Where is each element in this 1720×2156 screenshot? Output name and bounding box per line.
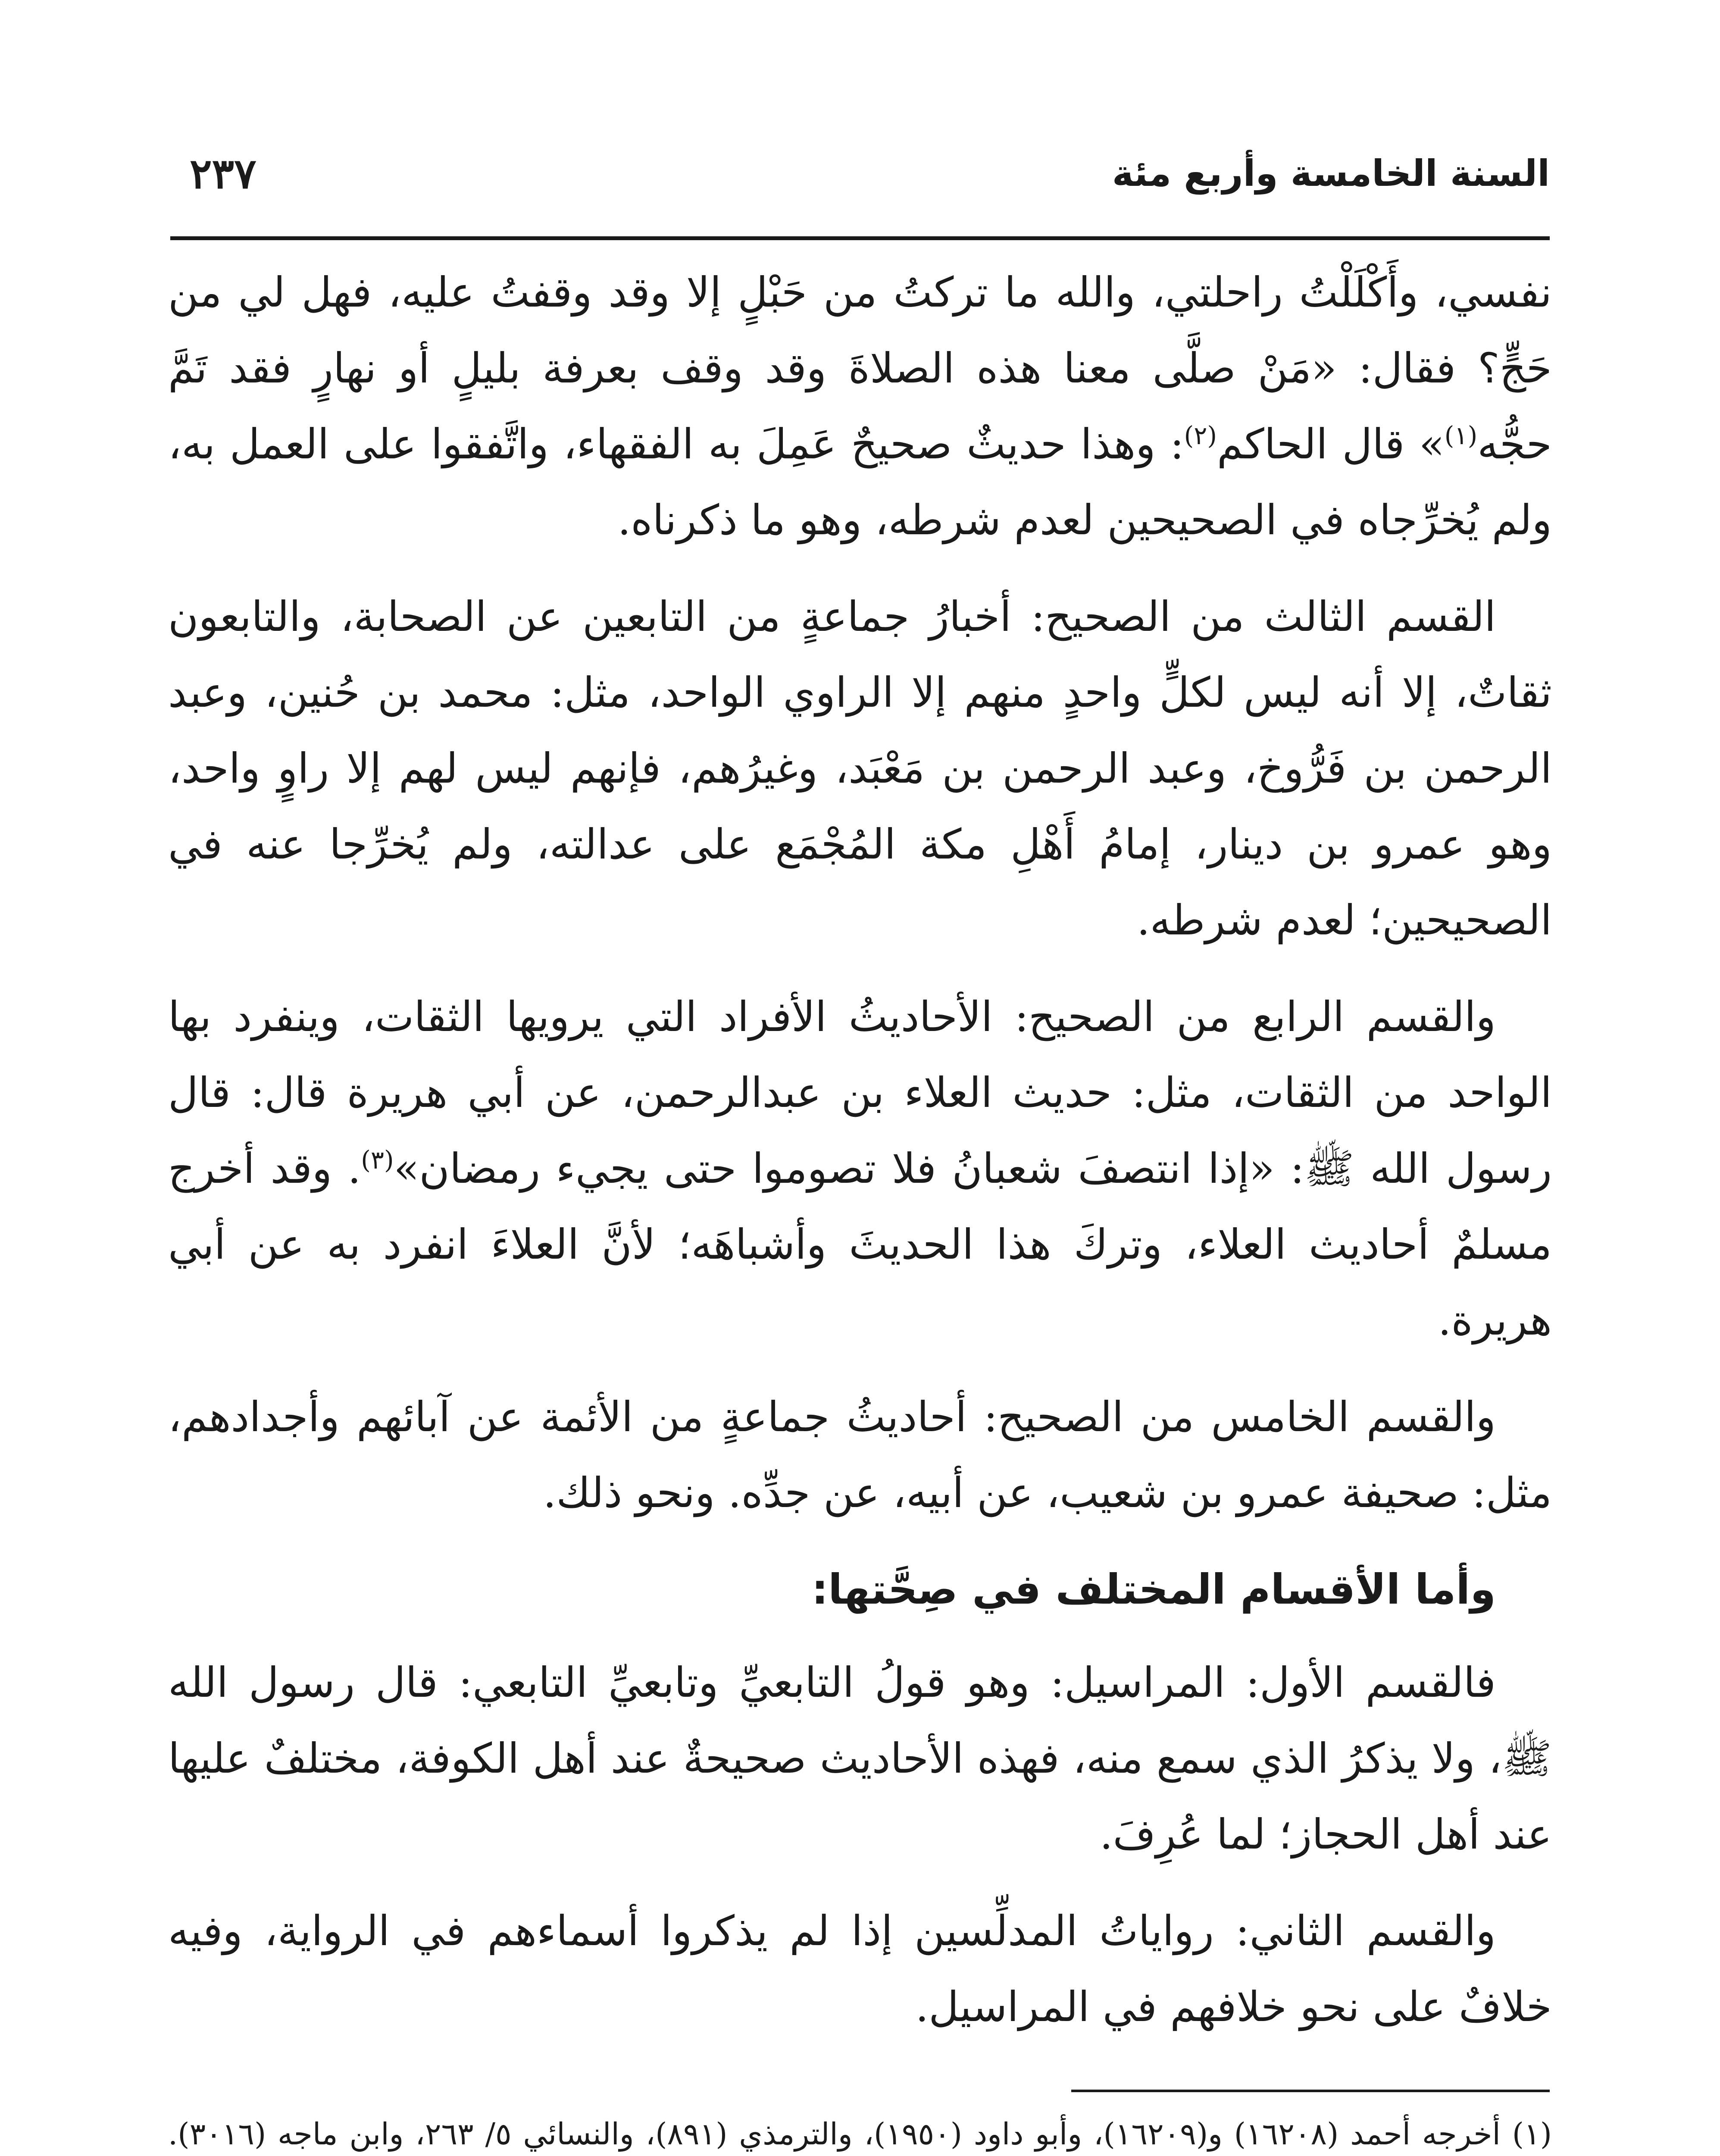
paragraph-text: والقسم الرابع من الصحيح: الأحاديثُ الأفراد التي يرويها الثقات، وينفرد بها الواحد من الثقات، مثل: حديث العلاء بن عبدالرحمن، عن أبي هريرة قال: قال رسول الله ﷺ: «إذا انتصفَ شعبانُ فلا تصوموا حتى يجيء رمضان» (168, 993, 1552, 1193)
page-number: ٢٣٧ (190, 149, 256, 198)
paragraph-text: : وهذا حديثٌ صحيحٌ عَمِلَ به الفقهاء، واتَّفقوا على العمل به، ولم يُخرِّجاه في الصحيحين لعدم شرطه، وهو ما ذكرناه. (168, 420, 1552, 544)
paragraph-2: القسم الثالث من الصحيح: أخبارُ جماعةٍ من التابعين عن الصحابة، والتابعون ثقاتٌ، إلا أنه ليس لكلٍّ واحدٍ منهم إلا الراوي الواحد، مثل: محمد بن حُنين، وعبد الرحمن بن فَرُّوخ، وعبد الرحمن بن مَعْبَد، وغيرُهم، فإنهم ليس لهم إلا راوٍ واحد، وهو عمرو بن دينار، إمامُ أَهْلِ مكة المُجْمَع على عدالته، ولم يُخرِّجا عنه في الصحيحين؛ لعدم شرطه. (168, 592, 1552, 944)
paragraph-text: نفسي، وأَكْلَلْتُ راحلتي، والله ما تركتُ من حَبْلٍ إلا وقد وقفتُ عليه، فهل لي من حَجٍّ؟ فقال: «مَنْ صلَّى معنا هذه الصلاةَ وقد وقف بعرفة بليلٍ أو نهارٍ فقد تَمَّ حجُّه (168, 268, 1552, 468)
header-rule (170, 236, 1550, 240)
paragraph-6: والقسم الثاني: رواياتُ المدلِّسين إذا لم يذكروا أسماءهم في الرواية، وفيه خلافٌ على نحو خلافهم في المراسيل. (168, 1907, 1552, 2031)
paragraph-3 (168, 979, 1552, 1358)
main-text (168, 254, 1552, 2065)
footnote-1: (١) أخرجه أحمد (١٦٢٠٨) و(١٦٢٠٩)، وأبو داود (١٩٥٠)، والترمذي (٨٩١)، والنسائي ٥/ ٢٦٣، وابن ماجه (٣٠١٦). (168, 2116, 1552, 2152)
paragraph-text: » قال الحاكم (1217, 420, 1445, 468)
footnote-separator (1071, 2090, 1550, 2092)
paragraph-4: والقسم الخامس من الصحيح: أحاديثُ جماعةٍ من الأئمة عن آبائهم وأجدادهم، مثل: صحيفة عمرو بن شعيب، عن أبيه، عن جدِّه. ونحو ذلك. (168, 1393, 1552, 1517)
footnote-ref-2: (٢) (1184, 421, 1217, 450)
paragraph-5: فالقسم الأول: المراسيل: وهو قولُ التابعيِّ وتابعيِّ التابعي: قال رسول الله ﷺ، ولا يذكرُ الذي سمع منه، فهذه الأحاديث صحيحةٌ عند أهل الكوفة، مختلفٌ عليها عند أهل الحجاز؛ لما عُرِفَ. (168, 1658, 1552, 1858)
running-head-title: السنة الخامسة وأربع مئة (1112, 152, 1550, 194)
paragraph-1 (168, 254, 1552, 558)
footnotes (168, 2106, 1552, 2156)
footnote-ref-1: (١) (1444, 421, 1478, 450)
paragraph-text: . وقد أخرج مسلمٌ أحاديث العلاء، وتركَ هذا الحديثَ وأشباهَه؛ لأنَّ العلاءَ انفرد به عن أبي هريرة. (168, 1144, 1552, 1344)
footnote-ref-3: (٣) (361, 1145, 394, 1175)
section-heading: وأما الأقسام المختلف في صِحَّتها: (811, 1565, 1496, 1614)
